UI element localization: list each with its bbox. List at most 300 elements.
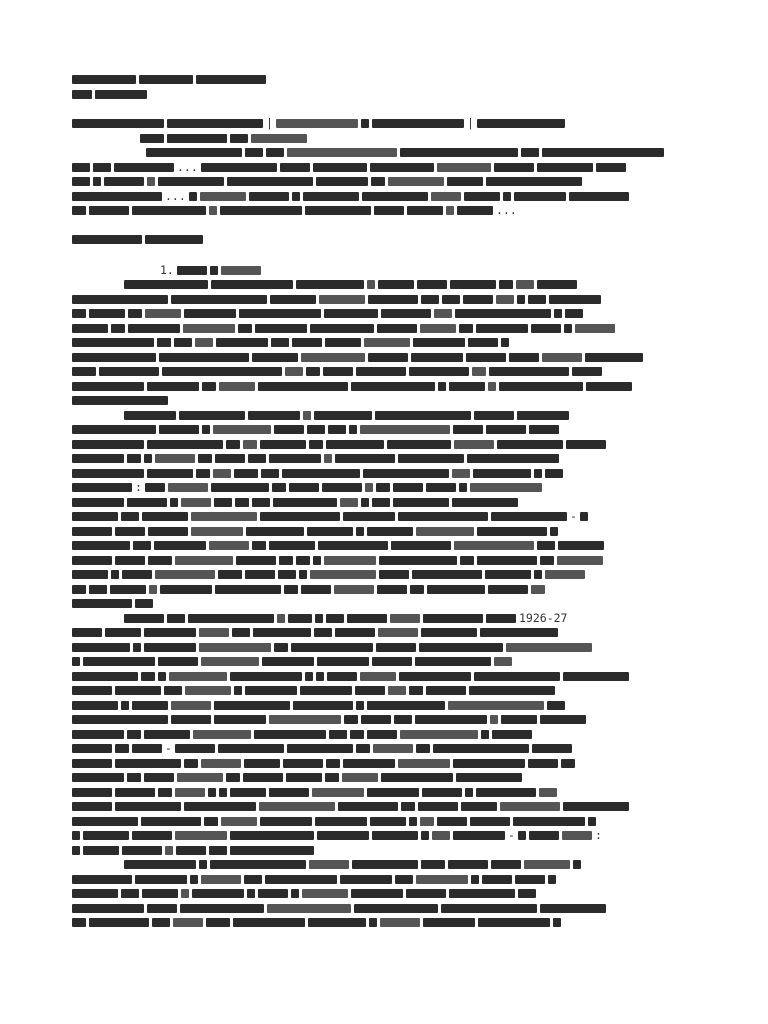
unreadable-glyph-run	[326, 759, 340, 768]
unreadable-glyph-run	[147, 440, 223, 449]
unreadable-glyph-run	[280, 163, 310, 172]
unreadable-glyph-run	[361, 715, 391, 724]
unreadable-glyph-run	[198, 454, 212, 463]
unreadable-glyph-run	[356, 744, 370, 753]
unreadable-glyph-run	[375, 411, 471, 420]
unreadable-glyph-run	[72, 686, 112, 695]
unreadable-glyph-run	[368, 295, 418, 304]
unreadable-glyph-run	[246, 527, 304, 536]
unreadable-glyph-run	[426, 686, 466, 695]
unreadable-glyph-run	[518, 831, 526, 840]
unreadable-glyph-run	[413, 338, 465, 347]
unreadable-glyph-run	[276, 119, 358, 128]
unreadable-glyph-run	[226, 440, 240, 449]
unreadable-glyph-run	[160, 585, 212, 594]
unreadable-glyph-run	[72, 295, 168, 304]
unreadable-glyph-run	[464, 192, 500, 201]
unreadable-glyph-run	[209, 846, 227, 855]
unreadable-glyph-run	[132, 206, 206, 215]
unreadable-glyph-run	[72, 817, 138, 826]
unreadable-glyph-run	[501, 715, 537, 724]
unreadable-glyph-run	[379, 556, 457, 565]
unreadable-glyph-run	[164, 686, 182, 695]
unreadable-glyph-run	[121, 889, 139, 898]
unreadable-glyph-run	[252, 498, 270, 507]
unreadable-glyph-run	[378, 628, 418, 637]
unreadable-glyph-run	[573, 860, 581, 869]
unreadable-glyph-run	[278, 570, 296, 579]
unreadable-glyph-run	[372, 831, 418, 840]
unreadable-glyph-run	[364, 338, 410, 347]
unreadable-glyph-run	[528, 759, 558, 768]
unreadable-glyph-run	[127, 498, 167, 507]
unreadable-glyph-run	[545, 469, 563, 478]
unreadable-glyph-run	[338, 802, 398, 811]
unreadable-glyph-run	[324, 454, 332, 463]
unreadable-glyph-run	[211, 280, 293, 289]
unreadable-glyph-run	[517, 411, 569, 420]
unreadable-glyph-run	[72, 585, 86, 594]
unreadable-glyph-run	[381, 773, 453, 782]
unreadable-glyph-run	[398, 454, 464, 463]
unreadable-glyph-run	[305, 672, 313, 681]
unreadable-glyph-run	[343, 759, 395, 768]
unreadable-glyph-run	[557, 556, 603, 565]
unreadable-glyph-run	[308, 918, 366, 927]
unreadable-glyph-run	[367, 527, 413, 536]
unreadable-glyph-run	[368, 353, 408, 362]
paragraph-line	[124, 857, 584, 872]
unreadable-glyph-run	[210, 860, 306, 869]
unreadable-glyph-run	[72, 802, 112, 811]
legible-text: ...	[496, 203, 517, 217]
unreadable-glyph-run	[238, 324, 252, 333]
paragraph-line	[72, 814, 599, 829]
unreadable-glyph-run	[540, 556, 554, 565]
unreadable-glyph-run	[111, 324, 125, 333]
unreadable-glyph-run	[291, 643, 373, 652]
unreadable-glyph-run	[283, 759, 323, 768]
unreadable-glyph-run	[72, 846, 80, 855]
unreadable-glyph-run	[419, 643, 503, 652]
unreadable-glyph-run	[481, 730, 489, 739]
paragraph-line	[72, 437, 609, 452]
header-title-line-2	[72, 87, 150, 102]
unreadable-glyph-run	[72, 75, 136, 84]
unreadable-glyph-run	[351, 382, 435, 391]
paragraph-line	[72, 567, 588, 582]
unreadable-glyph-run	[390, 614, 420, 623]
paragraph-line	[72, 538, 607, 553]
unreadable-glyph-run	[569, 192, 629, 201]
unreadable-glyph-run	[72, 235, 142, 244]
unreadable-glyph-run	[132, 701, 168, 710]
unreadable-glyph-run	[456, 773, 522, 782]
unreadable-glyph-run	[199, 643, 271, 652]
unreadable-glyph-run	[260, 440, 306, 449]
unreadable-glyph-run	[420, 324, 456, 333]
unreadable-glyph-run	[248, 454, 266, 463]
unreadable-glyph-run	[89, 585, 107, 594]
abstract-line	[72, 203, 520, 218]
unreadable-glyph-run	[550, 527, 558, 536]
unreadable-glyph-run	[562, 831, 592, 840]
unreadable-glyph-run	[221, 266, 261, 275]
unreadable-glyph-run	[549, 295, 601, 304]
unreadable-glyph-run	[296, 280, 364, 289]
unreadable-glyph-run	[307, 425, 325, 434]
unreadable-glyph-run	[199, 628, 229, 637]
paragraph-line	[72, 466, 566, 481]
unreadable-glyph-run	[477, 556, 537, 565]
unreadable-glyph-run	[232, 628, 250, 637]
unreadable-glyph-run	[72, 701, 118, 710]
unreadable-glyph-run	[537, 541, 555, 550]
unreadable-glyph-run	[328, 425, 346, 434]
citation-line-1	[72, 116, 568, 131]
unreadable-glyph-run	[135, 875, 187, 884]
unreadable-glyph-run	[474, 411, 514, 420]
unreadable-glyph-run	[489, 367, 569, 376]
unreadable-glyph-run	[175, 556, 233, 565]
unreadable-glyph-run	[72, 469, 144, 478]
unreadable-glyph-run	[146, 148, 242, 157]
unreadable-glyph-run	[211, 483, 269, 492]
legible-text: 1.	[160, 263, 174, 277]
unreadable-glyph-run	[421, 295, 439, 304]
unreadable-glyph-run	[509, 353, 539, 362]
unreadable-glyph-run	[491, 860, 521, 869]
unreadable-glyph-run	[468, 338, 498, 347]
unreadable-glyph-run	[93, 177, 101, 186]
section-number-heading	[160, 263, 264, 278]
unreadable-glyph-run	[226, 773, 240, 782]
unreadable-glyph-run	[274, 643, 288, 652]
unreadable-glyph-run	[303, 411, 311, 420]
unreadable-glyph-run	[442, 295, 460, 304]
unreadable-glyph-run	[380, 918, 420, 927]
unreadable-glyph-run	[472, 367, 486, 376]
unreadable-glyph-run	[175, 744, 215, 753]
unreadable-glyph-run	[245, 148, 263, 157]
unreadable-glyph-run	[269, 788, 309, 797]
header-title-line-1	[72, 72, 269, 87]
unreadable-glyph-run	[566, 440, 606, 449]
unreadable-glyph-run	[492, 730, 532, 739]
unreadable-glyph-run	[244, 875, 262, 884]
unreadable-glyph-run	[218, 744, 284, 753]
paragraph-line	[72, 582, 548, 597]
unreadable-glyph-run	[265, 875, 337, 884]
unreadable-glyph-run	[271, 338, 289, 347]
unreadable-glyph-run	[542, 353, 582, 362]
unreadable-glyph-run	[72, 672, 138, 681]
unreadable-glyph-run	[210, 266, 218, 275]
unreadable-glyph-run	[177, 266, 207, 275]
paragraph-line	[72, 828, 605, 843]
unreadable-glyph-run	[305, 206, 371, 215]
unreadable-glyph-run	[155, 570, 215, 579]
unreadable-glyph-run	[128, 309, 142, 318]
unreadable-glyph-run	[124, 860, 196, 869]
unreadable-glyph-run	[204, 817, 218, 826]
unreadable-glyph-run	[452, 498, 518, 507]
paragraph-line	[72, 422, 562, 437]
unreadable-glyph-run	[528, 295, 546, 304]
unreadable-glyph-run	[494, 657, 512, 666]
unreadable-glyph-run	[494, 163, 534, 172]
unreadable-glyph-run	[506, 643, 592, 652]
unreadable-glyph-run	[171, 715, 211, 724]
unreadable-glyph-run	[291, 889, 299, 898]
unreadable-glyph-run	[168, 483, 208, 492]
unreadable-glyph-run	[400, 148, 518, 157]
unreadable-glyph-run	[497, 440, 563, 449]
unreadable-glyph-run	[379, 570, 409, 579]
unreadable-glyph-run	[201, 759, 241, 768]
unreadable-glyph-run	[310, 570, 376, 579]
unreadable-glyph-run	[196, 469, 210, 478]
unreadable-glyph-run	[448, 701, 544, 710]
unreadable-glyph-run	[367, 730, 397, 739]
unreadable-glyph-run	[193, 730, 251, 739]
unreadable-glyph-run	[547, 701, 565, 710]
paragraph-line	[72, 712, 589, 727]
unreadable-glyph-run	[539, 788, 557, 797]
unreadable-glyph-run	[262, 657, 314, 666]
unreadable-glyph-run	[147, 382, 199, 391]
unreadable-glyph-run	[367, 788, 419, 797]
unreadable-glyph-run	[354, 904, 438, 913]
unreadable-glyph-run	[72, 90, 92, 99]
unreadable-glyph-run	[261, 469, 279, 478]
paragraph-line	[72, 741, 575, 756]
unreadable-glyph-run	[542, 148, 664, 157]
legible-text: -	[570, 509, 577, 523]
unreadable-glyph-run	[72, 744, 112, 753]
unreadable-glyph-run	[409, 367, 469, 376]
unreadable-glyph-run	[148, 556, 172, 565]
unreadable-glyph-run	[476, 324, 528, 333]
unreadable-glyph-run	[554, 309, 562, 318]
unreadable-glyph-run	[362, 192, 428, 201]
unreadable-glyph-run	[142, 889, 178, 898]
unreadable-glyph-run	[315, 817, 367, 826]
unreadable-glyph-run	[340, 498, 358, 507]
unreadable-glyph-run	[376, 483, 390, 492]
unreadable-glyph-run	[460, 556, 474, 565]
unreadable-glyph-run	[273, 498, 337, 507]
unreadable-glyph-run	[213, 469, 231, 478]
unreadable-glyph-run	[183, 324, 235, 333]
unreadable-glyph-run	[531, 585, 545, 594]
unreadable-glyph-run	[206, 918, 230, 927]
unreadable-glyph-run	[72, 163, 90, 172]
unreadable-glyph-run	[491, 512, 567, 521]
unreadable-glyph-run	[258, 889, 288, 898]
unreadable-glyph-run	[317, 831, 369, 840]
unreadable-glyph-run	[89, 309, 125, 318]
unreadable-glyph-run	[230, 134, 248, 143]
unreadable-glyph-run	[72, 556, 112, 565]
unreadable-glyph-run	[176, 846, 206, 855]
paragraph-line	[72, 669, 632, 684]
unreadable-glyph-run	[372, 498, 390, 507]
unreadable-glyph-run	[72, 338, 154, 347]
unreadable-glyph-run	[274, 425, 304, 434]
unreadable-glyph-run	[171, 701, 211, 710]
unreadable-glyph-run	[301, 353, 365, 362]
unreadable-glyph-run	[162, 367, 282, 376]
unreadable-glyph-run	[553, 918, 561, 927]
unreadable-glyph-run	[171, 295, 267, 304]
unreadable-glyph-run	[219, 382, 255, 391]
unreadable-glyph-run	[127, 773, 141, 782]
legible-text: 1926-27	[519, 611, 568, 625]
unreadable-glyph-run	[72, 177, 90, 186]
unreadable-glyph-run	[159, 353, 249, 362]
citation-author	[140, 131, 310, 146]
unreadable-glyph-run	[292, 338, 322, 347]
unreadable-glyph-run	[343, 512, 395, 521]
unreadable-glyph-run	[401, 802, 415, 811]
unreadable-glyph-run	[454, 440, 494, 449]
unreadable-glyph-run	[394, 715, 412, 724]
unreadable-glyph-run	[201, 657, 259, 666]
unreadable-glyph-run	[480, 628, 558, 637]
unreadable-glyph-run	[285, 367, 303, 376]
unreadable-glyph-run	[173, 918, 203, 927]
unreadable-glyph-run	[220, 206, 302, 215]
unreadable-glyph-run	[219, 788, 227, 797]
unreadable-glyph-run	[72, 512, 118, 521]
unreadable-glyph-run	[145, 235, 203, 244]
unreadable-glyph-run	[558, 541, 604, 550]
unreadable-glyph-run	[115, 802, 181, 811]
unreadable-glyph-run	[122, 570, 152, 579]
paragraph-line	[72, 770, 525, 785]
unreadable-glyph-run	[312, 788, 364, 797]
unreadable-glyph-run	[585, 353, 643, 362]
unreadable-glyph-run	[423, 614, 483, 623]
unreadable-glyph-run	[269, 454, 321, 463]
paragraph-line	[72, 698, 568, 713]
unreadable-glyph-run	[121, 512, 139, 521]
unreadable-glyph-run	[253, 628, 311, 637]
unreadable-glyph-run	[140, 134, 164, 143]
unreadable-glyph-run	[342, 773, 378, 782]
unreadable-glyph-run	[586, 382, 632, 391]
unreadable-glyph-run	[72, 192, 162, 201]
paragraph-line	[72, 785, 560, 800]
unreadable-glyph-run	[132, 744, 162, 753]
unreadable-glyph-run	[466, 353, 506, 362]
unreadable-glyph-run	[313, 556, 321, 565]
unreadable-glyph-run	[72, 425, 156, 434]
unreadable-glyph-run	[104, 177, 144, 186]
unreadable-glyph-run	[145, 483, 165, 492]
unreadable-glyph-run	[299, 570, 307, 579]
unreadable-glyph-run	[115, 556, 145, 565]
unreadable-glyph-run	[347, 614, 387, 623]
unreadable-glyph-run	[230, 846, 314, 855]
unreadable-glyph-run	[317, 657, 369, 666]
unreadable-glyph-run	[323, 367, 353, 376]
unreadable-glyph-run	[545, 570, 585, 579]
unreadable-glyph-run	[400, 730, 478, 739]
unreadable-glyph-run	[230, 831, 314, 840]
unreadable-glyph-run	[258, 382, 348, 391]
unreadable-glyph-run	[154, 541, 206, 550]
legible-text: |	[266, 116, 273, 130]
unreadable-glyph-run	[209, 541, 249, 550]
unreadable-glyph-run	[216, 338, 268, 347]
unreadable-glyph-run	[184, 802, 256, 811]
unreadable-glyph-run	[486, 614, 516, 623]
unreadable-glyph-run	[467, 454, 559, 463]
unreadable-glyph-run	[201, 875, 241, 884]
unreadable-glyph-run	[72, 206, 86, 215]
unreadable-glyph-run	[490, 715, 498, 724]
unreadable-glyph-run	[144, 454, 152, 463]
unreadable-glyph-run	[191, 527, 243, 536]
unreadable-glyph-run	[367, 280, 375, 289]
unreadable-glyph-run	[421, 628, 477, 637]
paragraph-line	[72, 451, 562, 466]
unreadable-glyph-run	[322, 483, 362, 492]
unreadable-glyph-run	[415, 715, 487, 724]
unreadable-glyph-run	[431, 192, 461, 201]
unreadable-glyph-run	[214, 715, 266, 724]
unreadable-glyph-run	[529, 831, 559, 840]
unreadable-glyph-run	[302, 889, 348, 898]
unreadable-glyph-run	[374, 206, 404, 215]
unreadable-glyph-run	[89, 918, 149, 927]
unreadable-glyph-run	[83, 831, 129, 840]
unreadable-glyph-run	[356, 367, 406, 376]
unreadable-glyph-run	[202, 382, 216, 391]
unreadable-glyph-run	[518, 889, 536, 898]
paragraph-line	[124, 408, 572, 423]
unreadable-glyph-run	[529, 425, 559, 434]
unreadable-glyph-run	[249, 192, 289, 201]
unreadable-glyph-run	[72, 918, 86, 927]
unreadable-glyph-run	[149, 585, 157, 594]
legible-text: |	[466, 116, 474, 130]
paragraph-line	[72, 872, 559, 887]
unreadable-glyph-run	[381, 309, 431, 318]
section-heading	[72, 232, 206, 247]
unreadable-glyph-run	[310, 324, 374, 333]
unreadable-glyph-run	[455, 309, 551, 318]
unreadable-glyph-run	[235, 498, 249, 507]
unreadable-glyph-run	[563, 672, 629, 681]
abstract-line	[72, 189, 632, 204]
unreadable-glyph-run	[465, 788, 473, 797]
unreadable-glyph-run	[469, 686, 555, 695]
unreadable-glyph-run	[373, 744, 413, 753]
unreadable-glyph-run	[122, 846, 162, 855]
unreadable-glyph-run	[360, 425, 450, 434]
unreadable-glyph-run	[215, 585, 281, 594]
unreadable-glyph-run	[83, 846, 119, 855]
unreadable-glyph-run	[72, 440, 144, 449]
paragraph-line	[72, 495, 521, 510]
unreadable-glyph-run	[245, 570, 275, 579]
unreadable-glyph-run	[391, 541, 451, 550]
unreadable-glyph-run	[561, 759, 575, 768]
unreadable-glyph-run	[157, 338, 171, 347]
